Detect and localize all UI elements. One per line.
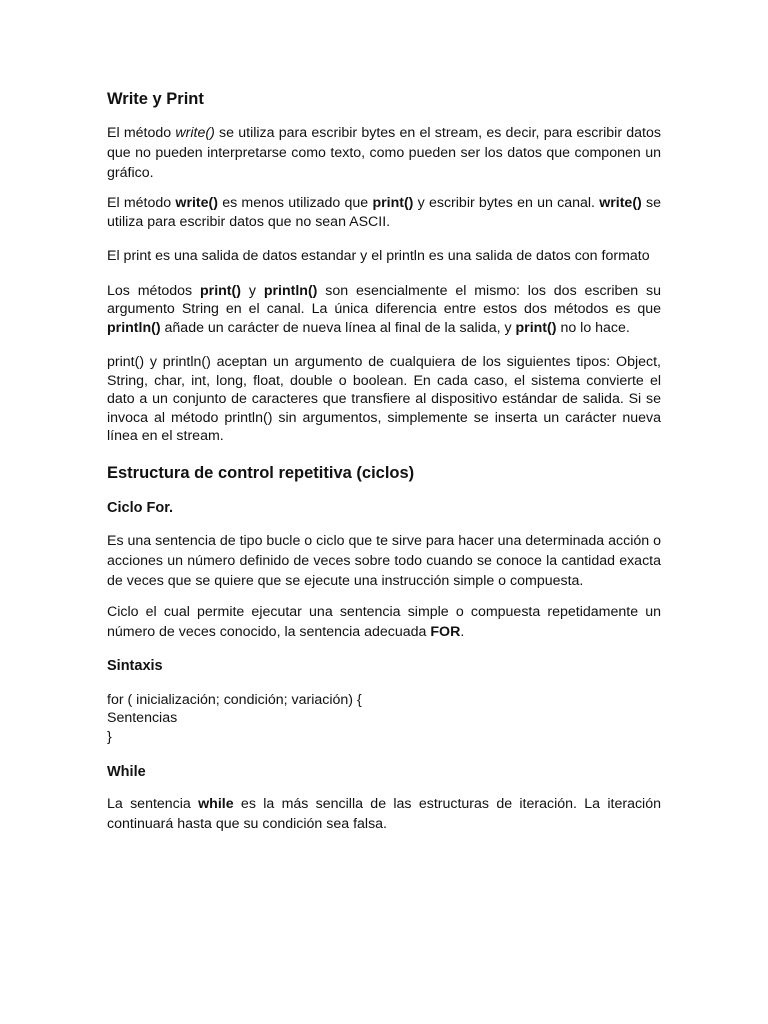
subheading-for-loop: Ciclo For.: [107, 499, 174, 516]
syntax-line: }: [107, 728, 112, 745]
subheading-while: While: [107, 764, 146, 780]
section-title-control-structures: Estructura de control repetitiva (ciclos): [107, 463, 415, 482]
paragraph-write-vs-print: El método write() es menos utilizado que print() y escribir bytes en un canal. write() se utiliza para escribir datos que no sean ASCII.: [107, 195, 661, 230]
paragraph-for-description: Es una sentencia de tipo bucle o ciclo que te sirve para hacer una determinada acción o acciones un número definido de veces sobre todo cuando se conoce la cantidad exacta de veces que se quiere que se ejecute una instrucción simple o compuesta.: [107, 532, 661, 589]
paragraph-print-println: El print es una salida de datos estandar y el println es una salida de datos con formato: [107, 248, 650, 264]
paragraph-println-arguments: print() y println() aceptan un argumento de cualquiera de los siguientes tipos: Object, String, char, int, long, float, double o boolean. En cada caso, el sistema convierte el dato a un conjunto de caracteres que transfiere al dispositivo estándar de salida. Si se invoca al método println() sin argumentos, simplemente se inserta un carácter nueva línea en el stream.: [107, 354, 661, 444]
subheading-syntax: Sintaxis: [107, 657, 163, 674]
paragraph-for-usage: Ciclo el cual permite ejecutar una sentencia simple o compuesta repetidamente un número de veces conocido, la sentencia adecuada FOR.: [107, 603, 661, 640]
paragraph-write-method: El método write() se utiliza para escribir bytes en el stream, es decir, para escribir datos que no pueden interpretarse como texto, como pueden ser los datos que componen un gráfico.: [107, 125, 661, 181]
section-title-write-print: Write y Print: [107, 90, 204, 108]
document-page: [107, 88, 661, 834]
syntax-line: for ( inicialización; condición; variación) {: [107, 691, 362, 708]
paragraph-print-methods: Los métodos print() y println() son esencialmente el mismo: los dos escriben su argumento String en el canal. La única diferencia entre estos dos métodos es que println() añade un carácter de nueva línea al final de la salida, y print() no lo hace.: [107, 282, 661, 336]
paragraph-while-description: La sentencia while es la más sencilla de las estructuras de iteración. La iteración continuará hasta que su condición sea falsa.: [107, 796, 661, 832]
syntax-line: Sentencias: [107, 710, 178, 726]
syntax-block: [107, 691, 661, 747]
